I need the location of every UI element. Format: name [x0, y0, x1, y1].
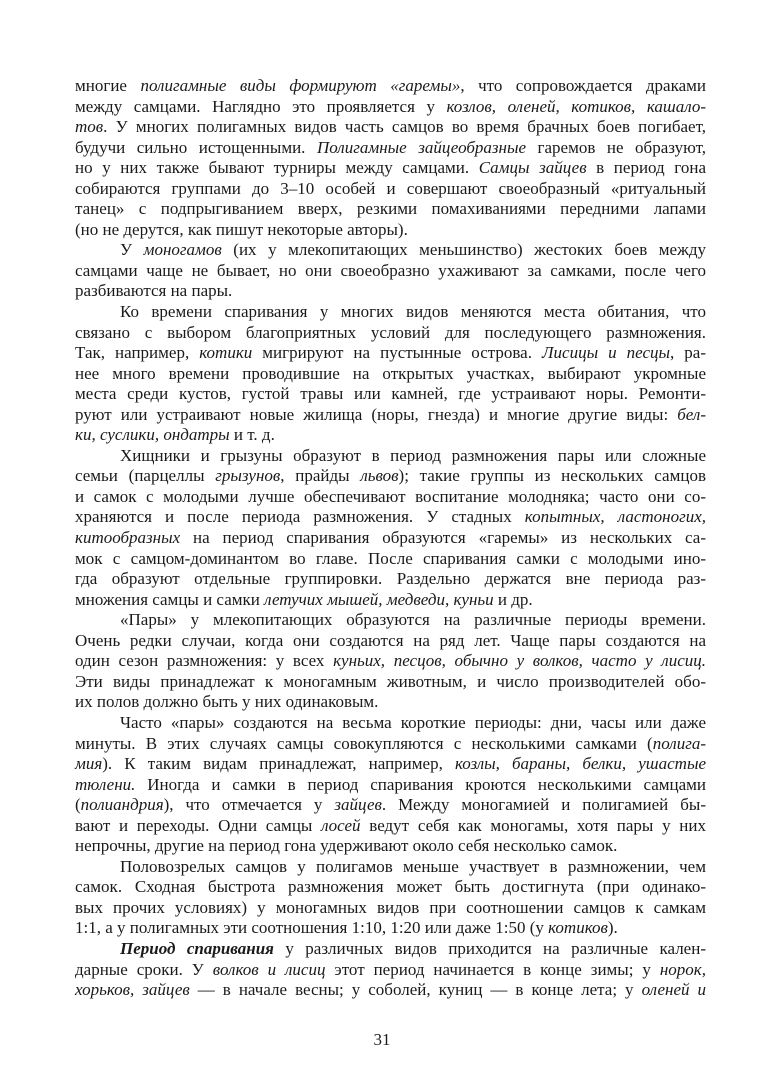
text-line	[75, 672, 706, 693]
text-run: , что сопровождается драками	[460, 76, 706, 95]
text-run: и др.	[493, 589, 533, 609]
italic-text-run: ки, суслики, ондатры	[75, 425, 230, 445]
text-line	[75, 323, 706, 344]
bold-italic-term: Период спаривания	[120, 938, 274, 958]
text-run: но у них также бывают турниры между самцами.	[75, 158, 479, 178]
text-line	[75, 466, 706, 487]
text-run: Часто «пары» создаются на весьма короткие периоды: дни, часы или даже	[120, 712, 706, 732]
text-line	[75, 692, 706, 713]
text-line	[75, 754, 706, 775]
text-run: связано с выбором благоприятных условий для последующего размножения.	[75, 322, 706, 342]
text-run: гаремов не образуют,	[526, 137, 706, 157]
text-line	[75, 960, 706, 981]
text-run: собираются группами до 3–10 особей и совершают своеобразный «ритуальный	[75, 178, 706, 198]
italic-text-run: Полигамные зайцеобразные	[316, 137, 527, 157]
text-line	[75, 117, 706, 138]
document-body	[75, 76, 706, 1001]
paragraph	[75, 302, 706, 446]
text-run: . У многих полигамных видов часть самцов во время брачных боев погибает,	[103, 117, 706, 137]
italic-text-run: бел-	[677, 404, 706, 424]
text-line	[75, 158, 706, 179]
italic-text-run: козлы, бараны, белки, ушастые	[454, 754, 706, 774]
text-line	[75, 918, 706, 939]
italic-text-run: хорьков, зайцев	[75, 980, 190, 1000]
text-run: непрочны, другие на период гона удерживают около себя несколько самок.	[75, 836, 618, 856]
italic-text-run: тюлени.	[75, 774, 136, 794]
text-run: 1:1, а у полигамных эти соотношения 1:10, 1:20 или даже 1:50 (у	[75, 918, 549, 938]
text-line	[75, 507, 706, 528]
paragraph	[75, 713, 706, 857]
text-run: ), что отмечается у	[163, 795, 335, 815]
text-line	[75, 775, 706, 796]
text-run: ).	[607, 918, 618, 938]
text-line	[75, 446, 706, 467]
text-line	[75, 528, 706, 549]
text-run: этот период начинается в конце зимы; у	[325, 959, 660, 979]
text-run: и самок с молодыми лучше обеспечивают воспитание молодняка; часто они со-	[75, 486, 706, 506]
text-line	[75, 631, 706, 652]
text-run: многие	[75, 76, 141, 95]
text-run: мок с самцом-доминантом во главе. После спаривания самки с молодыми ино-	[75, 548, 706, 568]
text-run: , ра-	[670, 343, 706, 363]
text-run: «Пары» у млекопитающих образуются на различные периоды времени.	[120, 610, 706, 630]
text-line	[75, 240, 706, 261]
italic-text-run: волков и лисиц	[212, 959, 326, 979]
text-run: гда образуют отдельные группировки. Раздельно держатся вне периода раз-	[75, 569, 706, 589]
text-line	[75, 939, 706, 960]
italic-text-run: норок,	[659, 959, 706, 979]
text-run: руют или устраивают новые жилища (норы, гнезда) и многие другие виды:	[75, 404, 678, 424]
text-line	[75, 487, 706, 508]
text-line	[75, 405, 706, 426]
italic-text-run: котиков	[548, 918, 608, 938]
text-run: самцами чаще не бывает, но они своеобразно ухаживают за самками, после чего	[75, 260, 706, 280]
text-run: ведут себя как моногамы, хотя пары у них	[360, 815, 706, 835]
text-line	[75, 795, 706, 816]
text-run: . Между моногамией и полигамией бы-	[381, 795, 706, 815]
text-line	[75, 734, 706, 755]
italic-text-run: зайцев	[334, 795, 382, 815]
text-run: будучи сильно истощенными.	[75, 137, 317, 157]
italic-text-run: летучих мышей, медведи, куньи	[264, 589, 494, 609]
text-line	[75, 713, 706, 734]
italic-text-run: котики	[199, 343, 253, 363]
italic-text-run: оленей и	[641, 980, 707, 1000]
text-run: У	[120, 240, 144, 260]
paragraph	[75, 446, 706, 610]
paragraph	[75, 857, 706, 939]
italic-text-run: мия	[75, 754, 103, 774]
italic-text-run: китообразных	[75, 528, 181, 548]
text-line	[75, 179, 706, 200]
text-run: у различных видов приходится на различные кален-	[273, 938, 706, 958]
text-line	[75, 836, 706, 857]
text-line	[75, 343, 706, 364]
text-line	[75, 138, 706, 159]
text-run: минуты. В этих случаях самцы совокупляются с несколькими самками (	[75, 733, 653, 753]
text-line	[75, 610, 706, 631]
text-run: Хищники и грызуны образуют в период размножения пары или сложные	[120, 445, 706, 465]
text-line	[75, 384, 706, 405]
text-line	[75, 97, 706, 118]
text-run: Очень редки случаи, когда они создаются на ряд лет. Чаще пары создаются на	[75, 630, 706, 650]
text-line	[75, 76, 706, 97]
italic-text-run: Самцы зайцев	[478, 158, 587, 178]
text-line	[75, 549, 706, 570]
text-run: — в начале весны; у соболей, куниц — в конце лета; у	[189, 980, 642, 1000]
text-run: в период гона	[586, 158, 706, 178]
text-run: (	[75, 795, 81, 815]
text-run: (их у млекопитающих меньшинство) жестоких боев между	[221, 240, 706, 260]
text-line	[75, 816, 706, 837]
text-line	[75, 651, 706, 672]
text-line	[75, 425, 706, 446]
italic-text-run: львов	[360, 466, 399, 486]
text-line	[75, 302, 706, 323]
italic-text-run: моногамов	[143, 240, 222, 260]
text-run: самок. Сходная быстрота размножения может быть достигнута (при одинако-	[75, 877, 706, 897]
text-line	[75, 261, 706, 282]
italic-text-run: полига-	[652, 733, 706, 753]
text-run: танец» с подпрыгиванием вверх, резкими помахиваниями передними лапами	[75, 199, 706, 219]
text-line	[75, 199, 706, 220]
text-line	[75, 857, 706, 878]
text-run: один сезон размножения: у всех	[75, 651, 334, 671]
italic-text-run: тов	[75, 117, 104, 137]
italic-text-run: полиандрия	[80, 795, 164, 815]
text-run: Иногда и самки в период спаривания кроются несколькими самцами	[135, 774, 706, 794]
paragraph	[75, 240, 706, 302]
text-run: ); такие группы из нескольких самцов	[398, 466, 706, 486]
text-run: дарные сроки. У	[75, 959, 213, 979]
text-run: разбиваются на пары.	[75, 281, 233, 301]
text-run: , прайды	[280, 466, 361, 486]
text-line	[75, 898, 706, 919]
text-line	[75, 281, 706, 302]
text-run: нее много времени проводившие на открытых участках, выбирают укромные	[75, 363, 706, 383]
text-line	[75, 569, 706, 590]
text-line	[75, 364, 706, 385]
paragraph	[75, 76, 706, 240]
text-run: мигрируют на пустынные острова.	[252, 343, 543, 363]
text-run: Так, например,	[75, 343, 200, 363]
text-run: и т. д.	[229, 425, 275, 445]
italic-text-run: куньих, песцов, обычно у волков, часто у лисиц.	[333, 651, 707, 671]
paragraph	[75, 610, 706, 713]
text-run: храняются и после периода размножения. У стадных	[75, 507, 525, 527]
page-number: 31	[373, 1030, 391, 1049]
text-run: множения самцы и самки	[75, 589, 265, 609]
text-run: вают и переходы. Одни самцы	[75, 815, 322, 835]
text-line	[75, 980, 706, 1001]
text-line	[75, 877, 706, 898]
paragraph	[75, 939, 706, 1001]
italic-text-run: грызунов	[215, 466, 281, 486]
italic-text-run: полигамные виды формируют «гаремы»	[140, 76, 461, 95]
italic-text-run: Лисицы и песцы	[542, 343, 671, 363]
text-run: Ко времени спаривания у многих видов меняются места обитания, что	[120, 302, 706, 322]
text-run: их полов должно быть у них одинаковым.	[75, 692, 379, 712]
text-run: Эти виды принадлежат к моногамным животным, и число производителей обо-	[75, 671, 706, 691]
italic-text-run: лосей	[321, 815, 361, 835]
text-run: (но не дерутся, как пишут некоторые авторы).	[75, 219, 408, 239]
text-line	[75, 590, 706, 611]
italic-text-run: копытных, ластоногих,	[524, 507, 707, 527]
text-run: Половозрелых самцов у полигамов меньше участвует в размножении, чем	[120, 856, 706, 876]
text-line	[75, 220, 706, 241]
text-run: ). К таким видам принадлежат, например,	[102, 754, 455, 774]
text-run: места среди кустов, густой травы или камней, где устраивают норы. Ремонти-	[75, 384, 706, 404]
text-run: на период спаривания образуются «гаремы» из нескольких са-	[180, 528, 706, 548]
text-run: между самцами. Наглядно это проявляется у	[75, 96, 447, 116]
text-run: вых прочих условиях) у моногамных видов при соотношении самцов к самкам	[75, 897, 706, 917]
text-run: семьи (парцеллы	[75, 466, 216, 486]
italic-text-run: козлов, оленей, котиков, кашало-	[446, 96, 706, 116]
